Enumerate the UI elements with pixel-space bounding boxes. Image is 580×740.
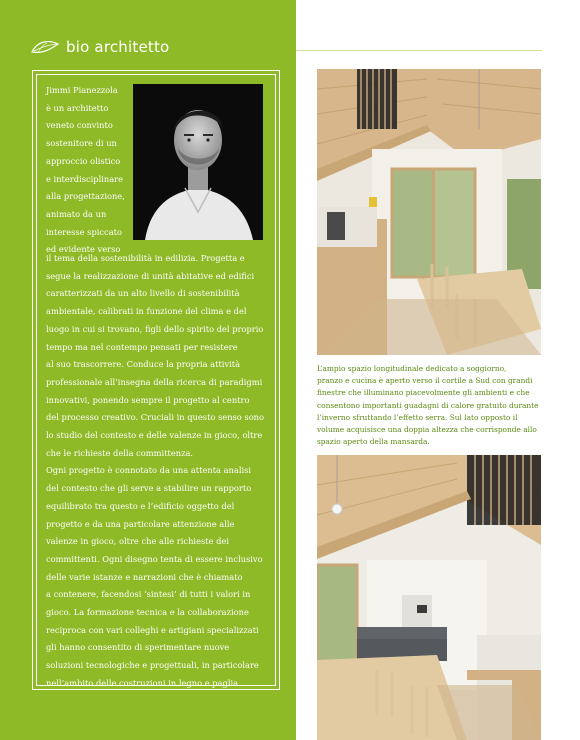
bio-line: caratterizzati da un alto livello di sostenibilità xyxy=(46,288,240,299)
bio-line: luogo in cui si trovano, figli dello spirito del proprio xyxy=(46,323,264,334)
leaf-icon xyxy=(30,38,60,56)
bio-line: innovativi, ponendo sempre il progetto al centro xyxy=(46,394,250,405)
header-rule xyxy=(296,50,542,51)
section-header xyxy=(30,36,169,58)
bio-line: il tema della sostenibilità in edilizia. Progetta e xyxy=(46,253,245,263)
bio-line: è un architetto xyxy=(46,102,109,113)
bio-line: lo studio del contesto e delle valenze in gioco, oltre xyxy=(46,430,263,441)
bio-line: soluzioni tecnologiche e progettuali, in particolare xyxy=(46,660,259,671)
caption-line: L’ampio spazio longitudinale dedicato a soggiorno, xyxy=(317,364,507,373)
architect-portrait xyxy=(133,84,263,240)
section-title: bio architetto xyxy=(66,38,170,56)
bio-line: approccio olistico xyxy=(46,155,121,166)
bio-line: gli hanno consentito di sperimentare nuove xyxy=(46,642,230,653)
bio-line: Jimmi Pianezzola xyxy=(46,85,118,95)
bio-line: del processo creativo. Cruciali in questo senso sono xyxy=(46,412,265,423)
bio-line: Ogni progetto è connotato da una attenta analisi xyxy=(46,465,252,476)
bio-line: ed evidente verso xyxy=(46,244,121,255)
caption-line: spazio aperto della mansarda. xyxy=(317,437,430,447)
bio-line: gioco. La formazione tecnica e la collaborazione xyxy=(46,607,249,618)
photo-caption xyxy=(317,363,543,448)
bio-line: animato da un xyxy=(46,208,107,219)
bio-line: del contesto che gli serve a stabilire un rapporto xyxy=(46,483,252,494)
bio-line: equilibrato tra questo e l’edificio oggetto del xyxy=(46,500,235,511)
interior-photo-top xyxy=(317,69,541,355)
caption-line: pranzo e cucina è aperto verso il cortile a Sud con grandi xyxy=(317,376,533,386)
bio-line: reciproca con vari colleghi e artigiani specializzati xyxy=(46,624,259,635)
bio-line: nell’ambito delle costruzioni in legno e paglia. xyxy=(46,677,241,688)
bio-body xyxy=(46,250,274,693)
bio-line: a contenere, facendosi ‘sintesi’ di tutti i valori in xyxy=(46,589,251,600)
bio-line: veneto convinto xyxy=(46,120,113,131)
caption-line: consentono importanti guadagni di calore gratuito durante xyxy=(317,400,539,410)
bio-line: sostenitore di un xyxy=(46,138,117,149)
bio-line: valenze in gioco, oltre che alle richieste dei xyxy=(46,536,229,547)
bio-line: alla progettazione, xyxy=(46,191,125,202)
bio-line: tempo ma nel contempo pensati per resistere xyxy=(46,341,238,352)
bio-line: segue la realizzazione di unità abitative ed edifici xyxy=(46,270,255,281)
bio-line: ambientale, calibrati in funzione del clima e del xyxy=(46,306,247,317)
bio-line: professionale all’insegna della ricerca di paradigmi xyxy=(46,376,263,387)
bio-line: interesse spiccato xyxy=(46,226,122,237)
caption-line: volume acquisisce una doppia altezza che corrisponde allo xyxy=(317,425,537,435)
bio-line: progetto e da una particolare attenzione alle xyxy=(46,518,235,529)
caption-line: l’inverno sfruttando l’effetto serra. Sul lato opposto il xyxy=(317,412,518,422)
caption-line: finestre che illuminano piacevolmente gli ambienti e che xyxy=(317,388,530,398)
bio-line: delle varie istanze e narrazioni che è chiamato xyxy=(46,571,243,582)
interior-photo-bottom xyxy=(317,455,541,740)
bio-line: e interdisciplinare xyxy=(46,173,124,184)
bio-line: che le richieste della committenza. xyxy=(46,447,194,458)
bio-line: al suo trascorrere. Conduce la propria attività xyxy=(46,359,241,370)
bio-intro xyxy=(46,82,136,259)
bio-line: committenti. Ogni disegno tenta di essere inclusivo xyxy=(46,553,263,564)
